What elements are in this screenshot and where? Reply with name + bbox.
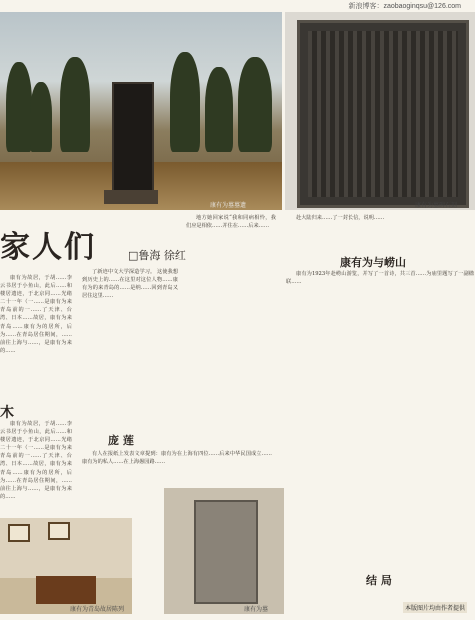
- footer-note: 本版图片均由作者提供: [403, 602, 467, 613]
- photo-caption: 康有为墓墓遗: [210, 203, 247, 209]
- column-left: [0, 274, 72, 394]
- photo-caption: 康有为青岛故居陈列: [70, 607, 125, 613]
- section-heading: 木: [0, 405, 14, 421]
- article-author: □鲁海 徐红: [128, 249, 186, 262]
- section-heading: 康有为与崂山: [340, 256, 406, 269]
- page-header: [0, 0, 475, 10]
- photo-caption: 康有为墓: [244, 607, 269, 613]
- column-mid-lower: 有人在报纸上发表文章提到：康有为在上海有四位……后来中华民国成立……康有为的私人……在上海愚园路……: [82, 451, 272, 466]
- section-heading: 结 局: [366, 574, 392, 587]
- column-mid: 了新迹中文大学深造学习。 这使我想到历史上的……在这里对这位人物……康有为的来青岛的……是纳……回到青岛又居住这里……: [82, 269, 178, 300]
- column-far-right: 康有为1923年赴崂山游览，并写了一首诗，共三首……为庙里题写了一副楹联……: [286, 271, 474, 286]
- photo-tomb: [0, 12, 282, 210]
- column-text: 康有为故居，于胡……李云书居于小鱼山，此后……和楼居遗迹，于北京同……光绪二十一年（一……是康有为来青岛前的一……了天津、台湾、日本……故居，康有为来青岛……康有为的居所，后为……在青岛居住期间，……前往上海与……，是康有为来的……: [0, 275, 72, 354]
- photo-residence: [0, 518, 132, 614]
- photo-caption: 康有为墓碑石刻: [415, 203, 458, 209]
- section-heading: 庞 莲: [108, 434, 134, 447]
- site-url: 新浪博客：zaobaoginqsu@126.com: [348, 3, 461, 10]
- column-center: 地方她回家说“我和同病相怜，我们应是相依……并住在……后来……: [186, 215, 276, 230]
- photo-tomb-detail: [164, 488, 284, 614]
- column-left-lower: 康有为故居，于胡……李云书居于小鱼山，此后……和楼居遗迹，于北京同……光绪二十一年（一……是康有为来青岛前的一……了天津、台湾、日本……故居，康有为来青岛……康有为的居所，后为……在青岛居住期间，……前往上海与……，是康有为来的……: [0, 421, 72, 500]
- tomb-stele: [112, 82, 154, 198]
- photo-stele-inscription: [285, 12, 475, 210]
- column-right: 赴大陆归来……了一封长信，说明……: [296, 215, 385, 221]
- article-title: 家人们: [0, 230, 96, 265]
- inscription-tablet: [297, 20, 469, 208]
- stele-base: [104, 190, 158, 204]
